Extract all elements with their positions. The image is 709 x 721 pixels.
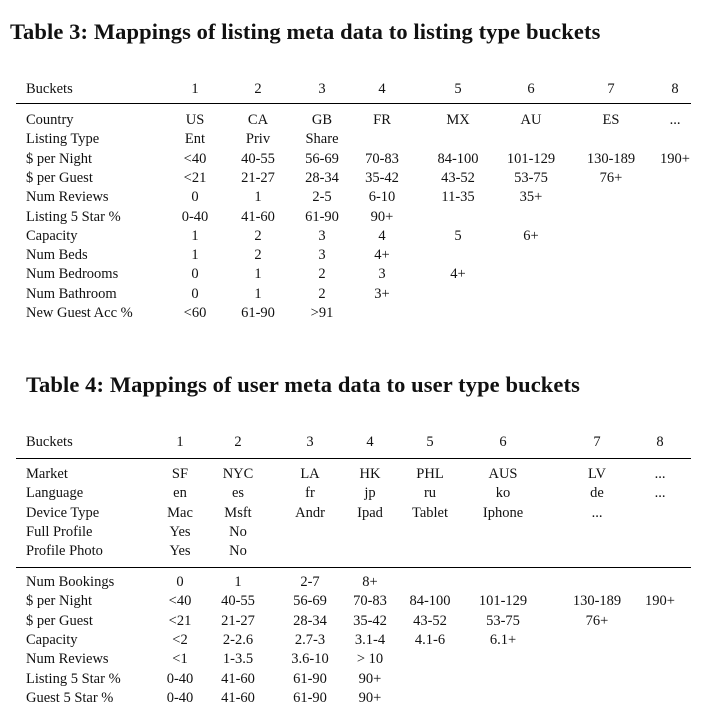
table-cell: 4+ (374, 247, 390, 264)
row-label: Country (26, 112, 74, 128)
table-cell: 41-60 (221, 670, 255, 687)
table-cell: ... (654, 466, 666, 482)
table-cell: Iphone (482, 504, 524, 521)
table-cell: 84-100 (437, 150, 479, 167)
table-4-section-rule (16, 567, 691, 568)
table-cell: 2-7 (300, 574, 320, 590)
table-cell: <40 (183, 150, 207, 167)
table-cell: 35+ (519, 189, 543, 206)
table-cell: 28-34 (293, 612, 327, 629)
table-cell: 101-129 (478, 593, 528, 610)
table-cell: 11-35 (441, 189, 475, 206)
table-cell: 2.7-3 (294, 631, 326, 648)
table-cell: 190+ (660, 150, 690, 167)
table-cell: 90+ (370, 208, 394, 225)
table-cell: 2 (254, 227, 262, 244)
row-label: Num Reviews (26, 651, 109, 668)
table-cell: jp (364, 485, 376, 502)
table-cell: 90+ (358, 670, 382, 687)
table-cell: 41-60 (241, 208, 275, 225)
table-cell: 84-100 (409, 593, 451, 610)
header-col-1: 1 (176, 434, 184, 450)
header-col-3: 3 (318, 81, 326, 97)
table-cell: ES (602, 112, 620, 128)
table-cell: 3.6-10 (291, 651, 329, 668)
table-cell: LV (588, 466, 606, 482)
table-cell: 1 (191, 227, 199, 244)
table-cell: PHL (416, 466, 444, 482)
table-cell: 43-52 (441, 169, 475, 186)
table-cell: 1 (254, 266, 262, 283)
table-cell: HK (359, 466, 381, 482)
header-col-3: 3 (306, 434, 314, 450)
table-cell: ko (495, 485, 511, 502)
table-cell: 61-90 (241, 305, 275, 321)
table-cell: 53-75 (514, 169, 548, 186)
table-cell: 28-34 (305, 169, 339, 186)
row-label: Capacity (26, 631, 78, 648)
header-col-8: 8 (671, 81, 679, 97)
row-label: Num Beds (26, 247, 88, 264)
row-label: Market (26, 466, 68, 482)
table-cell: Andr (295, 504, 325, 521)
table-cell: 41-60 (221, 689, 255, 706)
table-cell: Priv (245, 131, 271, 148)
table-cell: Msft (224, 504, 252, 521)
header-col-6: 6 (499, 434, 507, 450)
table-cell: NYC (222, 466, 254, 482)
table-cell: MX (446, 112, 470, 128)
row-label: $ per Guest (26, 612, 93, 629)
table-cell: 1 (254, 285, 262, 302)
row-label: Device Type (26, 504, 100, 521)
table-cell: ru (423, 485, 437, 502)
table-cell: 35-42 (365, 169, 399, 186)
table-cell: 70-83 (365, 150, 399, 167)
table-cell: 6+ (523, 227, 539, 244)
table-cell: Ipad (357, 504, 383, 521)
table-cell: 76+ (585, 612, 609, 629)
table-cell: AU (520, 112, 542, 128)
table-cell: <40 (168, 593, 192, 610)
table-cell: 4.1-6 (414, 631, 446, 648)
table-cell: ... (591, 504, 603, 521)
table-cell: en (173, 485, 187, 502)
table-cell: 40-55 (241, 150, 275, 167)
header-col-4: 4 (378, 81, 386, 97)
header-col-2: 2 (254, 81, 262, 97)
table-cell: 2-5 (312, 189, 332, 206)
row-label: $ per Night (26, 593, 93, 610)
table-cell: 0 (176, 574, 184, 590)
table-cell: >91 (310, 305, 334, 321)
header-col-1: 1 (191, 81, 199, 97)
table-cell: 35-42 (353, 612, 387, 629)
table-cell: 1-3.5 (222, 651, 254, 668)
table-cell: 3 (378, 266, 386, 283)
table-cell: 4 (378, 227, 386, 244)
table-cell: US (185, 112, 205, 128)
header-col-7: 7 (607, 81, 615, 97)
table-cell: 2-2.6 (222, 631, 254, 648)
table-cell: 1 (234, 574, 242, 590)
row-label: Listing 5 Star % (26, 670, 121, 687)
table-cell: <60 (183, 305, 207, 321)
table-cell: 70-83 (353, 593, 387, 610)
table-cell: 0-40 (181, 208, 209, 225)
table-cell: 3+ (374, 285, 390, 302)
table-cell: 3.1-4 (354, 631, 386, 648)
table-cell: Mac (167, 504, 193, 521)
row-label: Profile Photo (26, 543, 103, 560)
header-col-5: 5 (426, 434, 434, 450)
header-col-5: 5 (454, 81, 462, 97)
row-label: Capacity (26, 227, 78, 244)
row-label: Num Reviews (26, 189, 109, 206)
table-cell: 40-55 (221, 593, 255, 610)
table-cell: CA (247, 112, 269, 128)
table-cell: 3 (318, 247, 326, 264)
table-cell: GB (311, 112, 333, 128)
table-cell: 0 (191, 189, 199, 206)
table-cell: AUS (488, 466, 518, 482)
table-3-header-rule (16, 103, 691, 104)
table-cell: <1 (172, 651, 188, 668)
table-cell: 21-27 (221, 612, 255, 629)
table-cell: 0-40 (166, 670, 194, 687)
header-label: Buckets (26, 434, 73, 450)
table-cell: 130-189 (572, 593, 622, 610)
row-label: Num Bathroom (26, 285, 117, 302)
row-label: New Guest Acc % (26, 305, 133, 321)
row-label: Full Profile (26, 523, 93, 540)
table-cell: 3 (318, 227, 326, 244)
table-cell: No (229, 543, 247, 560)
table-cell: ... (654, 485, 666, 502)
row-label: Listing Type (26, 131, 100, 148)
table-cell: 61-90 (293, 670, 327, 687)
table-4-caption: Table 4: Mappings of user meta data to user type buckets (26, 372, 580, 397)
table-cell: 43-52 (413, 612, 447, 629)
row-label: Listing 5 Star % (26, 208, 121, 225)
row-label: Num Bookings (26, 574, 115, 590)
row-label: $ per Guest (26, 169, 93, 186)
table-cell: 61-90 (293, 689, 327, 706)
header-col-6: 6 (527, 81, 535, 97)
table-cell: FR (373, 112, 391, 128)
table-cell: 2 (254, 247, 262, 264)
table-cell: <21 (168, 612, 192, 629)
header-col-7: 7 (593, 434, 601, 450)
table-cell: 1 (254, 189, 262, 206)
table-cell: es (231, 485, 245, 502)
header-col-8: 8 (656, 434, 664, 450)
table-cell: de (590, 485, 604, 502)
table-cell: <21 (183, 169, 207, 186)
table-cell: 0 (191, 266, 199, 283)
row-label: $ per Night (26, 150, 93, 167)
table-cell: 5 (454, 227, 462, 244)
table-cell: SF (171, 466, 189, 482)
table-cell: LA (300, 466, 320, 482)
table-cell: 1 (191, 247, 199, 264)
table-cell: 56-69 (305, 150, 339, 167)
row-label: Guest 5 Star % (26, 689, 114, 706)
table-cell: Ent (184, 131, 206, 148)
table-cell: 101-129 (506, 150, 556, 167)
table-cell: 0 (191, 285, 199, 302)
table-cell: 53-75 (486, 612, 520, 629)
row-label: Num Bedrooms (26, 266, 119, 283)
table-cell: <2 (172, 631, 188, 648)
table-cell: 130-189 (586, 150, 636, 167)
table-cell: 2 (318, 285, 326, 302)
table-cell: 6-10 (368, 189, 396, 206)
table-cell: 190+ (645, 593, 675, 610)
table-cell: fr (305, 485, 315, 502)
table-cell: 56-69 (293, 593, 327, 610)
table-cell: No (229, 523, 247, 540)
table-cell: Yes (169, 543, 191, 560)
table-cell: 4+ (450, 266, 466, 283)
table-cell: 6.1+ (489, 631, 517, 648)
table-cell: 21-27 (241, 169, 275, 186)
header-col-4: 4 (366, 434, 374, 450)
table-3-caption: Table 3: Mappings of listing meta data to listing type buckets (10, 19, 601, 44)
table-cell: Yes (169, 523, 191, 540)
table-cell: 61-90 (305, 208, 339, 225)
header-col-2: 2 (234, 434, 242, 450)
table-cell: Share (305, 131, 339, 148)
table-cell: 8+ (362, 574, 378, 590)
table-cell: > 10 (356, 651, 384, 668)
table-cell: 0-40 (166, 689, 194, 706)
table-cell: Tablet (411, 504, 449, 521)
table-cell: 90+ (358, 689, 382, 706)
table-cell: ... (669, 112, 681, 128)
table-4-header-rule (16, 458, 691, 459)
table-cell: 2 (318, 266, 326, 283)
header-label: Buckets (26, 81, 73, 97)
row-label: Language (26, 485, 84, 502)
table-cell: 76+ (599, 169, 623, 186)
